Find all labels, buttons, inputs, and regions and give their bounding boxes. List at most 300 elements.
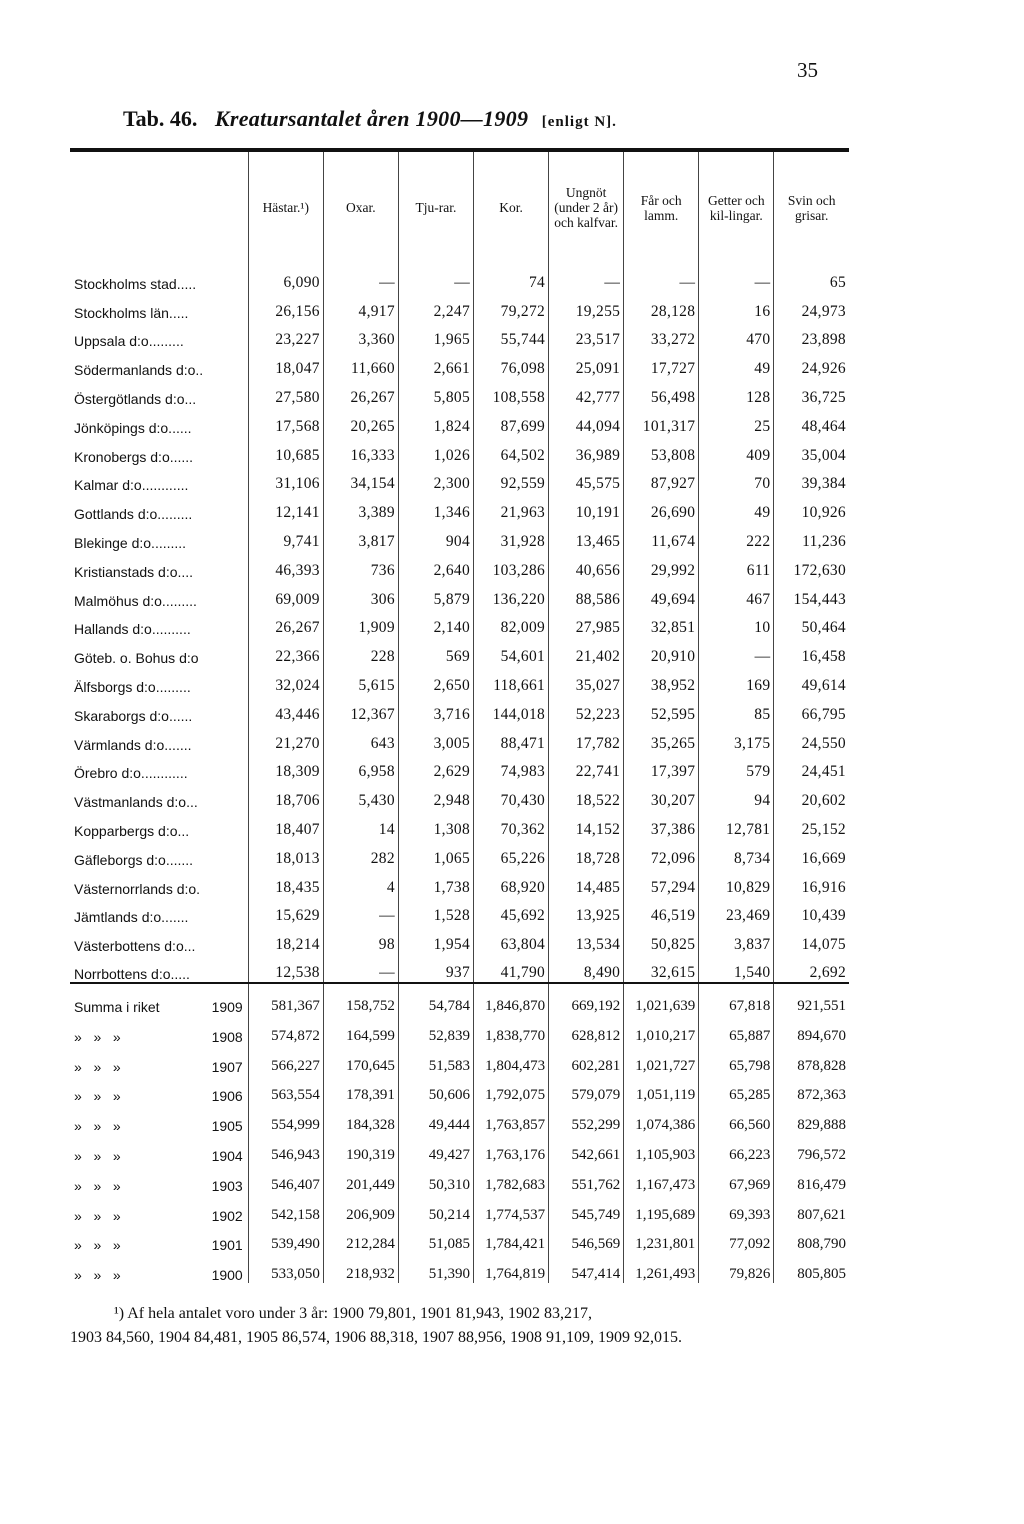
value-cell: 48,464 — [774, 407, 849, 436]
value-cell: 14,075 — [774, 925, 849, 954]
value-cell: 154,443 — [774, 580, 849, 609]
value-cell: 24,926 — [774, 349, 849, 378]
table-row — [70, 263, 849, 292]
county-name: Gottlands d:o......... — [74, 506, 193, 523]
column-header: Ungnöt (under 2 år) och kalfvar. — [549, 150, 624, 263]
value-cell: 27,985 — [549, 609, 624, 638]
value-cell: 19,255 — [549, 292, 624, 321]
value-cell: 2,640 — [398, 551, 473, 580]
sum-prefix: » » » — [74, 1237, 121, 1254]
value-cell: 12,538 — [248, 954, 323, 983]
value-cell: 546,569 — [549, 1224, 624, 1254]
sum-row — [70, 1015, 849, 1045]
value-cell: 551,762 — [549, 1164, 624, 1194]
value-cell: 26,690 — [624, 493, 699, 522]
sum-label-wrap — [74, 1237, 245, 1253]
county-name: Gäfleborgs d:o....... — [74, 851, 194, 868]
value-cell: 50,606 — [398, 1075, 473, 1105]
value-cell: 12,141 — [248, 493, 323, 522]
value-cell: 70 — [699, 465, 774, 494]
value-cell: 53,808 — [624, 436, 699, 465]
value-cell: 67,818 — [699, 983, 774, 1015]
sum-year: 1907 — [211, 1058, 243, 1075]
value-cell: 904 — [398, 522, 473, 551]
footnote-line: ¹) Af hela antalet voro under 3 år: 1900 79,801, 1901 81,943, 1902 83,217, — [114, 1305, 593, 1322]
value-cell: 45,575 — [549, 465, 624, 494]
value-cell: 1,965 — [398, 321, 473, 350]
value-cell: 17,782 — [549, 724, 624, 753]
value-cell: 158,752 — [323, 983, 398, 1015]
value-cell: 18,013 — [248, 839, 323, 868]
sum-year: 1902 — [211, 1207, 243, 1224]
value-cell: 5,430 — [323, 781, 398, 810]
county-name: Hallands d:o.......... — [74, 621, 191, 638]
value-cell: 18,706 — [248, 781, 323, 810]
sum-label — [70, 983, 248, 1015]
value-cell: 2,650 — [398, 666, 473, 695]
table-row — [70, 925, 849, 954]
value-cell: 70,430 — [474, 781, 549, 810]
table-row — [70, 321, 849, 350]
value-cell: 1,167,473 — [624, 1164, 699, 1194]
value-cell: 1,774,537 — [474, 1194, 549, 1224]
table-row — [70, 436, 849, 465]
value-cell: 1,792,075 — [474, 1075, 549, 1105]
sum-year: 1903 — [211, 1177, 243, 1194]
value-cell: 18,214 — [248, 925, 323, 954]
county-name: Jämtlands d:o....... — [74, 909, 189, 926]
value-cell: 46,519 — [624, 897, 699, 926]
value-cell: 1,010,217 — [624, 1015, 699, 1045]
county-name: Kronobergs d:o...... — [74, 448, 194, 465]
value-cell: 49 — [699, 349, 774, 378]
value-cell: 829,888 — [774, 1104, 849, 1134]
value-cell: 5,879 — [398, 580, 473, 609]
value-cell: 74 — [474, 263, 549, 292]
sum-prefix: » » » — [74, 1118, 121, 1135]
column-header: Oxar. — [323, 150, 398, 263]
value-cell: 41,790 — [474, 954, 549, 983]
value-cell: 65,226 — [474, 839, 549, 868]
value-cell: 22,366 — [248, 637, 323, 666]
value-cell: 65 — [774, 263, 849, 292]
value-cell: 24,973 — [774, 292, 849, 321]
value-cell: 52,223 — [549, 695, 624, 724]
value-cell: 44,094 — [549, 407, 624, 436]
county-name: Blekinge d:o......... — [74, 534, 187, 551]
value-cell: 894,670 — [774, 1015, 849, 1045]
value-cell: — — [624, 263, 699, 292]
county-name: Jönköpings d:o...... — [74, 419, 192, 436]
value-cell: 29,992 — [624, 551, 699, 580]
value-cell: 218,932 — [323, 1253, 398, 1283]
sum-prefix: » » » — [74, 1207, 121, 1224]
value-cell: 2,661 — [398, 349, 473, 378]
sum-year: 1900 — [211, 1267, 243, 1284]
value-cell: 30,207 — [624, 781, 699, 810]
livestock-table — [70, 148, 849, 1283]
value-cell: 470 — [699, 321, 774, 350]
value-cell: 26,267 — [248, 609, 323, 638]
value-cell: 79,826 — [699, 1253, 774, 1283]
sum-label-wrap — [74, 1088, 245, 1104]
value-cell: 1,105,903 — [624, 1134, 699, 1164]
value-cell: 1,026 — [398, 436, 473, 465]
value-cell: 70,362 — [474, 810, 549, 839]
value-cell: 64,502 — [474, 436, 549, 465]
value-cell: 533,050 — [248, 1253, 323, 1283]
value-cell: 1,738 — [398, 868, 473, 897]
county-name: Södermanlands d:o.. — [74, 362, 204, 379]
table-row — [70, 407, 849, 436]
value-cell: 68,920 — [474, 868, 549, 897]
value-cell: 1,528 — [398, 897, 473, 926]
value-cell: 872,363 — [774, 1075, 849, 1105]
value-cell: 18,407 — [248, 810, 323, 839]
value-cell: 1,804,473 — [474, 1045, 549, 1075]
value-cell: 54,601 — [474, 637, 549, 666]
table-row — [70, 954, 849, 983]
value-cell: 76,098 — [474, 349, 549, 378]
value-cell: 66,560 — [699, 1104, 774, 1134]
sum-prefix: Summa i riket — [74, 998, 160, 1015]
value-cell: 282 — [323, 839, 398, 868]
value-cell: 18,522 — [549, 781, 624, 810]
table-row — [70, 897, 849, 926]
table-row — [70, 810, 849, 839]
value-cell: 17,727 — [624, 349, 699, 378]
column-header: Tju-rar. — [398, 150, 473, 263]
table-row — [70, 609, 849, 638]
value-cell: 37,386 — [624, 810, 699, 839]
value-cell: 25,152 — [774, 810, 849, 839]
value-cell: 46,393 — [248, 551, 323, 580]
value-cell: 20,265 — [323, 407, 398, 436]
table-row — [70, 292, 849, 321]
value-cell: 169 — [699, 666, 774, 695]
value-cell: 32,615 — [624, 954, 699, 983]
county-name: Örebro d:o............ — [74, 765, 188, 782]
value-cell: 35,265 — [624, 724, 699, 753]
page-number: 35 — [797, 58, 818, 82]
value-cell: 1,954 — [398, 925, 473, 954]
value-cell: 1,308 — [398, 810, 473, 839]
value-cell: 1,021,727 — [624, 1045, 699, 1075]
value-cell: 796,572 — [774, 1134, 849, 1164]
value-cell: 1,784,421 — [474, 1224, 549, 1254]
value-cell: 21,402 — [549, 637, 624, 666]
value-cell: 54,784 — [398, 983, 473, 1015]
value-cell: — — [699, 263, 774, 292]
value-cell: 23,469 — [699, 897, 774, 926]
value-cell: 10,191 — [549, 493, 624, 522]
value-cell: 88,586 — [549, 580, 624, 609]
county-name: Stockholms stad..... — [74, 275, 197, 292]
county-name: Kalmar d:o............ — [74, 477, 189, 494]
value-cell: 937 — [398, 954, 473, 983]
sum-year: 1901 — [211, 1237, 243, 1254]
sum-year: 1906 — [211, 1088, 243, 1105]
sum-label-wrap — [74, 1029, 245, 1045]
value-cell: 11,660 — [323, 349, 398, 378]
sum-row — [70, 983, 849, 1015]
value-cell: 136,220 — [474, 580, 549, 609]
value-cell: 1,231,801 — [624, 1224, 699, 1254]
table-row — [70, 522, 849, 551]
sum-label — [70, 1164, 248, 1194]
value-cell: 1,909 — [323, 609, 398, 638]
county-name: Kristianstads d:o.... — [74, 563, 194, 580]
table-title — [123, 106, 617, 132]
value-cell: 736 — [323, 551, 398, 580]
value-cell: 16,333 — [323, 436, 398, 465]
table-row — [70, 666, 849, 695]
value-cell: 2,140 — [398, 609, 473, 638]
value-cell: 16,669 — [774, 839, 849, 868]
value-cell: 878,828 — [774, 1045, 849, 1075]
value-cell: 10 — [699, 609, 774, 638]
sum-prefix: » » » — [74, 1177, 121, 1194]
value-cell: 5,805 — [398, 378, 473, 407]
table-heading: Kreatursantalet åren 1900—1909 — [214, 106, 529, 131]
value-cell: 552,299 — [549, 1104, 624, 1134]
value-cell: 26,156 — [248, 292, 323, 321]
county-name: Kopparbergs d:o... — [74, 822, 190, 839]
value-cell: 49,614 — [774, 666, 849, 695]
table-row — [70, 753, 849, 782]
value-cell: 13,465 — [549, 522, 624, 551]
sum-row — [70, 1253, 849, 1283]
value-cell: 222 — [699, 522, 774, 551]
value-cell: 92,559 — [474, 465, 549, 494]
value-cell: 8,490 — [549, 954, 624, 983]
value-cell: 87,699 — [474, 407, 549, 436]
sum-label-wrap — [74, 1148, 245, 1164]
value-cell: 184,328 — [323, 1104, 398, 1134]
county-name: Västernorrlands d:o. — [74, 880, 201, 897]
value-cell: 108,558 — [474, 378, 549, 407]
value-cell: 144,018 — [474, 695, 549, 724]
value-cell: 69,009 — [248, 580, 323, 609]
value-cell: 21,963 — [474, 493, 549, 522]
value-cell: 212,284 — [323, 1224, 398, 1254]
value-cell: 170,645 — [323, 1045, 398, 1075]
sum-label — [70, 1253, 248, 1283]
sum-label-wrap — [74, 1118, 245, 1134]
value-cell: 3,837 — [699, 925, 774, 954]
table-row — [70, 378, 849, 407]
table-row — [70, 724, 849, 753]
value-cell: 101,317 — [624, 407, 699, 436]
sum-row — [70, 1194, 849, 1224]
value-cell: 82,009 — [474, 609, 549, 638]
value-cell: 1,764,819 — [474, 1253, 549, 1283]
county-name: Västmanlands d:o... — [74, 794, 198, 811]
sum-row — [70, 1104, 849, 1134]
value-cell: 50,310 — [398, 1164, 473, 1194]
value-cell: 50,825 — [624, 925, 699, 954]
value-cell: 103,286 — [474, 551, 549, 580]
value-cell: 35,027 — [549, 666, 624, 695]
sum-prefix: » » » — [74, 1267, 121, 1284]
value-cell: 72,096 — [624, 839, 699, 868]
value-cell: 602,281 — [549, 1045, 624, 1075]
sum-label — [70, 1134, 248, 1164]
sum-label-wrap — [74, 999, 245, 1015]
value-cell: 118,661 — [474, 666, 549, 695]
value-cell: 85 — [699, 695, 774, 724]
value-cell: 34,154 — [323, 465, 398, 494]
value-cell: — — [699, 637, 774, 666]
value-cell: 14,152 — [549, 810, 624, 839]
value-cell: 49,444 — [398, 1104, 473, 1134]
county-name: Uppsala d:o......... — [74, 333, 184, 350]
value-cell: 12,367 — [323, 695, 398, 724]
value-cell: 409 — [699, 436, 774, 465]
value-cell: 24,451 — [774, 753, 849, 782]
value-cell: 579,079 — [549, 1075, 624, 1105]
value-cell: 42,777 — [549, 378, 624, 407]
value-cell: 21,270 — [248, 724, 323, 753]
value-cell: 545,749 — [549, 1194, 624, 1224]
value-cell: 4,917 — [323, 292, 398, 321]
footnote-line: 1903 84,560, 1904 84,481, 1905 86,574, 1906 88,318, 1907 88,956, 1908 91,109, 1909 92,015. — [70, 1329, 682, 1346]
county-name: Göteb. o. Bohus d:o — [74, 650, 199, 667]
value-cell: 28,128 — [624, 292, 699, 321]
sum-year: 1908 — [211, 1028, 243, 1045]
value-cell: 63,804 — [474, 925, 549, 954]
value-cell: 13,534 — [549, 925, 624, 954]
value-cell: 24,550 — [774, 724, 849, 753]
value-cell: 23,517 — [549, 321, 624, 350]
sum-year: 1905 — [211, 1118, 243, 1135]
value-cell: 65,887 — [699, 1015, 774, 1045]
value-cell: — — [398, 263, 473, 292]
value-cell: 31,106 — [248, 465, 323, 494]
value-cell: 14,485 — [549, 868, 624, 897]
value-cell: 3,716 — [398, 695, 473, 724]
value-cell: 38,952 — [624, 666, 699, 695]
value-cell: 1,346 — [398, 493, 473, 522]
sum-prefix: » » » — [74, 1088, 121, 1105]
value-cell: 1,261,493 — [624, 1253, 699, 1283]
value-cell: 10,926 — [774, 493, 849, 522]
value-cell: 2,948 — [398, 781, 473, 810]
value-cell: 74,983 — [474, 753, 549, 782]
value-cell: 18,309 — [248, 753, 323, 782]
table-number: Tab. 46. — [123, 106, 198, 131]
value-cell: 39,384 — [774, 465, 849, 494]
table-row — [70, 637, 849, 666]
sum-prefix: » » » — [74, 1028, 121, 1045]
value-cell: 1,763,857 — [474, 1104, 549, 1134]
value-cell: 11,236 — [774, 522, 849, 551]
value-cell: 3,175 — [699, 724, 774, 753]
value-cell: 2,629 — [398, 753, 473, 782]
value-cell: 164,599 — [323, 1015, 398, 1045]
value-cell: — — [323, 263, 398, 292]
value-cell: 51,583 — [398, 1045, 473, 1075]
table-row — [70, 551, 849, 580]
value-cell: 546,943 — [248, 1134, 323, 1164]
value-cell: 22,741 — [549, 753, 624, 782]
sum-label — [70, 1224, 248, 1254]
value-cell: 69,393 — [699, 1194, 774, 1224]
value-cell: 1,074,386 — [624, 1104, 699, 1134]
value-cell: 1,540 — [699, 954, 774, 983]
value-cell: 23,898 — [774, 321, 849, 350]
value-cell: 10,439 — [774, 897, 849, 926]
county-name: Malmöhus d:o......... — [74, 592, 197, 609]
value-cell: 23,227 — [248, 321, 323, 350]
county-name: Östergötlands d:o... — [74, 390, 197, 407]
value-cell: 16 — [699, 292, 774, 321]
value-cell: 190,319 — [323, 1134, 398, 1164]
value-cell: 547,414 — [549, 1253, 624, 1283]
value-cell: 12,781 — [699, 810, 774, 839]
table-row — [70, 695, 849, 724]
value-cell: 18,435 — [248, 868, 323, 897]
value-cell: 25,091 — [549, 349, 624, 378]
value-cell: 88,471 — [474, 724, 549, 753]
value-cell: 66,795 — [774, 695, 849, 724]
column-header: Getter och kil-lingar. — [699, 150, 774, 263]
value-cell: 14 — [323, 810, 398, 839]
value-cell: 49,427 — [398, 1134, 473, 1164]
county-name: Skaraborgs d:o...... — [74, 707, 193, 724]
value-cell: 805,805 — [774, 1253, 849, 1283]
footnote — [70, 1302, 860, 1350]
value-cell: 45,692 — [474, 897, 549, 926]
value-cell: 3,817 — [323, 522, 398, 551]
value-cell: 17,397 — [624, 753, 699, 782]
value-cell: 816,479 — [774, 1164, 849, 1194]
value-cell: 87,927 — [624, 465, 699, 494]
value-cell: 1,065 — [398, 839, 473, 868]
sum-label-wrap — [74, 1059, 245, 1075]
value-cell: 3,360 — [323, 321, 398, 350]
sum-year: 1909 — [211, 998, 243, 1015]
value-cell: 36,989 — [549, 436, 624, 465]
value-cell: 77,092 — [699, 1224, 774, 1254]
value-cell: 43,446 — [248, 695, 323, 724]
value-cell: 18,047 — [248, 349, 323, 378]
value-cell: 542,158 — [248, 1194, 323, 1224]
sum-row — [70, 1224, 849, 1254]
sum-prefix: » » » — [74, 1058, 121, 1075]
value-cell: 563,554 — [248, 1075, 323, 1105]
value-cell: 2,692 — [774, 954, 849, 983]
value-cell: 546,407 — [248, 1164, 323, 1194]
column-header: Hästar.¹) — [248, 150, 323, 263]
value-cell: 66,223 — [699, 1134, 774, 1164]
value-cell: — — [323, 897, 398, 926]
value-cell: — — [549, 263, 624, 292]
value-cell: 921,551 — [774, 983, 849, 1015]
value-cell: 6,090 — [248, 263, 323, 292]
value-cell: 1,195,689 — [624, 1194, 699, 1224]
value-cell: 2,300 — [398, 465, 473, 494]
value-cell: 172,630 — [774, 551, 849, 580]
value-cell: 16,458 — [774, 637, 849, 666]
header-corner — [70, 150, 248, 263]
sum-label — [70, 1104, 248, 1134]
value-cell: 8,734 — [699, 839, 774, 868]
value-cell: 15,629 — [248, 897, 323, 926]
table-row — [70, 465, 849, 494]
sum-label — [70, 1075, 248, 1105]
column-header: Svin och grisar. — [774, 150, 849, 263]
